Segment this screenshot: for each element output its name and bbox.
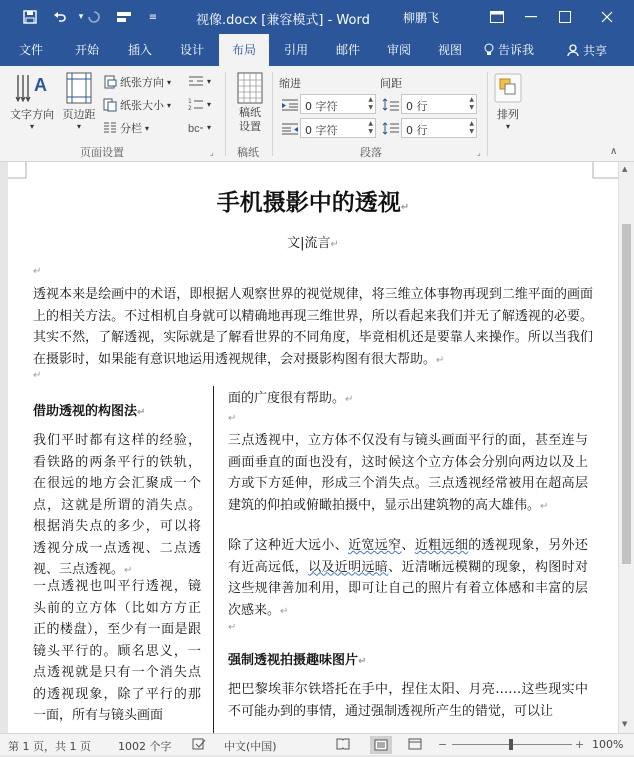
user-name[interactable]: 柳鹏飞 [403,11,440,25]
group-separator [487,72,488,156]
draft-group-label: 稿纸 [237,146,259,159]
group-separator [225,72,226,156]
indent-left-input[interactable] [300,94,376,114]
text-direction-label: 文字方向 [10,108,54,121]
spelling-flag-3[interactable]: 以及近明远暗 [308,559,389,575]
right-paragraph-1-text: 三点透视中，立方体不仅没有与镜头画面平行的面，甚至连与画面垂直的面也没有，这时候这个立方体会分别向两边以及上方或下方延伸，形成三个消失点。三点透视经常被用在超高层建筑的仰拍或俯瞰拍摄中，显示出建筑物的高大雄伟。 [228,433,588,513]
spinner-arrows-icon[interactable]: ▲ ▼ [368,120,373,135]
tab-view[interactable]: 视图 [438,43,463,57]
paragraph-launcher-icon[interactable]: ⌟ [477,148,481,157]
svg-text:A: A [34,75,47,95]
right-p2-part-g: 、近清晰远模糊的现象，构图时对这些规律善加利用，即可让自己的照片有着立体感和丰富的层次感来。 [228,559,588,618]
orientation-icon [103,75,117,89]
crop-marks [8,162,618,182]
hyphenation-button[interactable]: bc ▾ [188,120,211,134]
orientation-button[interactable]: 纸张方向 ▾ [103,74,171,90]
read-mode-icon[interactable] [336,738,350,753]
spacing-before-value: 0 行 [406,100,428,113]
columns-label: 分栏 [120,122,142,135]
paragraph-mark: ↵ [33,266,42,277]
page-setup-group-label: 页面设置 [80,146,124,159]
breaks-button[interactable]: ▾ [188,74,211,88]
vertical-scrollbar[interactable] [618,162,634,733]
spinner-arrows-icon[interactable]: ▲ ▼ [469,96,474,111]
arrange-label: 排列 [497,108,519,121]
spacing-before-icon [382,97,400,116]
svg-text:2: 2 [188,105,192,111]
svg-text:1: 1 [188,98,192,105]
left-column-heading: 借助透视的构图法↵ [33,404,146,419]
spacing-after-icon [382,121,400,140]
right-paragraph-0-text: 面的广度很有帮助。 [228,391,346,406]
document-title: 手机摄影中的透视↵ [216,190,410,216]
text-direction-icon [6,70,58,106]
minimize-icon[interactable] [514,0,548,34]
indent-right-icon [281,121,299,140]
indent-header: 缩进 [279,77,301,90]
touch-mode-icon[interactable] [113,7,135,27]
right-p2-part-c: 、 [401,538,415,553]
left-paragraph-2-text: 一点透视也叫平行透视，镜头前的立方体（比如方方正正的楼盘），至少有一面是跟镜头平行的。顾名思义，一点透视就是只有一个消失点的透视现象，除了平行的那一面，所有与镜头画面 [33,579,201,723]
margins-label: 页边距 [62,108,96,121]
paragraph-mark: ↵ [228,622,237,633]
columns-button[interactable]: 分栏 ▾ [103,120,149,136]
tab-file[interactable]: 文件 [19,43,44,57]
share-label: 共享 [582,43,607,58]
document-author: 文|流言↵ [287,236,339,251]
right-p2-part-e: 的透视现象，另外还有近高远低， [228,538,588,575]
tab-home[interactable]: 开始 [75,43,100,57]
scroll-up-icon[interactable]: ▲ [622,165,628,173]
paragraph-mark: ↵ [33,370,42,381]
zoom-in-icon[interactable]: + [575,738,585,751]
window-title: 视像.docx [兼容模式] - Word [196,13,370,28]
collapse-ribbon-icon[interactable]: ∧ [610,146,618,157]
lightbulb-icon [484,43,494,56]
left-paragraph-1: 我们平时都有这样的经验，看铁路的两条平行的铁轨，在很远的地方会汇聚成一个点，这就是所谓的消失点。根据消失点的多少，可以将透视分成一点透视、二点透视、三点透视。↵ [33,433,201,577]
right-paragraph-1: 三点透视中，立方体不仅没有与镜头画面平行的面，甚至连与画面垂直的面也没有，这时候这个立方体会分别向两边以及上方或下方延伸，形成三个消失点。三点透视经常被用在超高层建筑的仰拍或俯瞰拍摄中，显示出建筑物的高大雄伟。↵ [228,433,588,513]
spacing-header: 间距 [380,77,402,90]
draft-settings-button[interactable] [230,70,270,134]
word-count[interactable]: 1002 个字 [118,740,172,753]
right-paragraph-3-text: 把巴黎埃菲尔铁塔托在手中，捏住太阳、月亮……这些现实中不可能办到的事情，通过强制透视所产生的错觉，可以让 [228,682,588,719]
margins-icon [60,70,98,106]
document-title-text: 手机摄影中的透视 [216,190,401,216]
right-heading-text: 强制透视拍摄趣味图片 [228,653,359,668]
web-layout-icon[interactable] [408,738,422,753]
language[interactable]: 中文(中国) [224,740,277,753]
arrange-button[interactable]: 排列 ▾ [491,70,525,131]
undo-dropdown-icon[interactable]: ▾ [78,12,84,22]
tell-me-label: 告诉我 [498,43,535,57]
paragraph-mark: ↵ [228,413,237,424]
spacing-before-input[interactable] [401,94,477,114]
indent-right-value: 0 字符 [305,124,338,137]
size-button[interactable]: 纸张大小 ▾ [103,97,171,113]
print-layout-icon[interactable] [370,736,392,754]
line-numbers-button[interactable]: 1 2 ▾ [188,98,212,111]
left-paragraph-2 [33,576,201,727]
right-paragraph-0: 面的广度很有帮助。↵ [228,391,354,406]
draft-settings-label: 稿纸设置 [239,106,261,133]
tab-review[interactable]: 审阅 [387,43,412,57]
undo-icon[interactable] [49,7,71,27]
close-icon[interactable] [590,0,624,34]
zoom-out-icon[interactable]: − [438,738,448,751]
group-separator [272,72,273,156]
right-paragraph-2: 除了这种近大远小、近宽远窄、近粗远细的透视现象，另外还有近高远低，以及近明远暗、近清晰远模糊的现象，构图时对这些规律善加利用，即可让自己的照片有着立体感和丰富的层次感来。↵ [228,538,588,618]
tab-insert[interactable]: 插入 [128,43,153,57]
tab-layout[interactable]: 布局 [219,34,269,66]
customize-icon[interactable]: ≡ [148,11,158,23]
title-bar [0,0,634,34]
save-icon[interactable] [19,7,41,27]
ribbon [0,66,634,162]
person-icon [567,44,579,57]
hyphenation-icon [188,120,204,134]
indent-left-icon [281,97,299,116]
svg-text:bc: bc [188,123,200,134]
right-paragraph-3 [228,679,588,722]
page-count[interactable]: 第 1 页，共 1 页 [8,740,91,753]
right-p2-part-a: 除了这种近大远小、 [228,538,349,553]
document-author-text: 文|流言 [287,236,331,251]
redo-icon[interactable] [83,7,105,27]
proofing-icon[interactable] [192,738,206,753]
document-page[interactable] [8,162,618,733]
status-bar [0,733,634,755]
tab-references[interactable]: 引用 [284,43,309,57]
zoom-slider-thumb[interactable] [509,739,513,750]
share-button[interactable] [558,38,616,62]
draft-paper-icon [230,70,270,106]
tab-mailings[interactable]: 邮件 [336,43,361,57]
size-label: 纸张大小 [120,99,164,112]
columns-icon [103,121,117,135]
restore-icon[interactable] [548,0,582,34]
scrollbar-thumb[interactable] [622,224,631,564]
arrange-icon [491,70,525,106]
right-column-heading: 强制透视拍摄趣味图片↵ [228,653,367,668]
spinner-arrows-icon[interactable]: ▲ ▼ [469,120,474,135]
document-area [0,162,618,733]
left-heading-text: 借助透视的构图法 [33,404,138,419]
tab-design[interactable]: 设计 [180,43,205,57]
zoom-level[interactable]: 100% [592,738,624,751]
column-divider [213,386,214,733]
tell-me[interactable] [484,41,534,58]
line-numbers-icon [188,97,204,111]
left-paragraph-1-text: 我们平时都有这样的经验，看铁路的两条平行的铁轨，在很远的地方会汇聚成一个点，这就是所谓的消失点。根据消失点的多少，可以将透视分成一点透视、二点透视、三点透视。 [33,433,201,577]
scroll-down-icon[interactable]: ▼ [622,720,628,728]
spelling-flag-2[interactable]: 近粗远细 [414,538,469,553]
spelling-flag-1[interactable]: 近宽远窄 [348,538,402,553]
intro-text: 透视本来是绘画中的术语，即根据人观察世界的视觉规律，将三维立体事物再现到二维平面的画面上的相关方法。不过相机自身就可以精确地再现三维世界，所以看起来我们并无了解透视的必要。其实不然，了解透视，实际就是了解看世界的不同角度，毕竟相机还是要靠人来操作。所以当我们在摄影时，如果能有意识地运用透视规律，会对摄影构图有很大帮助。 [33,287,593,367]
paragraph-group-label: 段落 [360,146,382,159]
orientation-label: 纸张方向 [120,76,164,89]
indent-right-input[interactable] [300,118,376,138]
ribbon-display-icon[interactable] [480,0,514,34]
breaks-icon [188,74,204,88]
paper-size-icon [103,98,117,112]
page-setup-launcher-icon[interactable]: ⌟ [210,148,214,157]
spinner-arrows-icon[interactable]: ▲ ▼ [368,96,373,111]
spacing-after-value: 0 行 [406,124,428,137]
intro-paragraph: 透视本来是绘画中的术语，即根据人观察世界的视觉规律，将三维立体事物再现到二维平面的画面上的相关方法。不过相机自身就可以精确地再现三维世界，所以看起来我们并无了解透视的必要。其实不然，了解透视，实际就是了解看世界的不同角度，毕竟相机还是要靠人来操作。所以当我们在摄影时，如果能有意识地运用透视规律，会对摄影构图有很大帮助。↵ [33,287,593,367]
spacing-after-input[interactable] [401,118,477,138]
text-direction-button[interactable]: A 文字方向 ▾ [6,70,58,131]
ribbon-tabs [0,34,634,66]
indent-left-value: 0 字符 [305,100,338,113]
margins-button[interactable]: 页边距 ▾ [60,70,98,131]
